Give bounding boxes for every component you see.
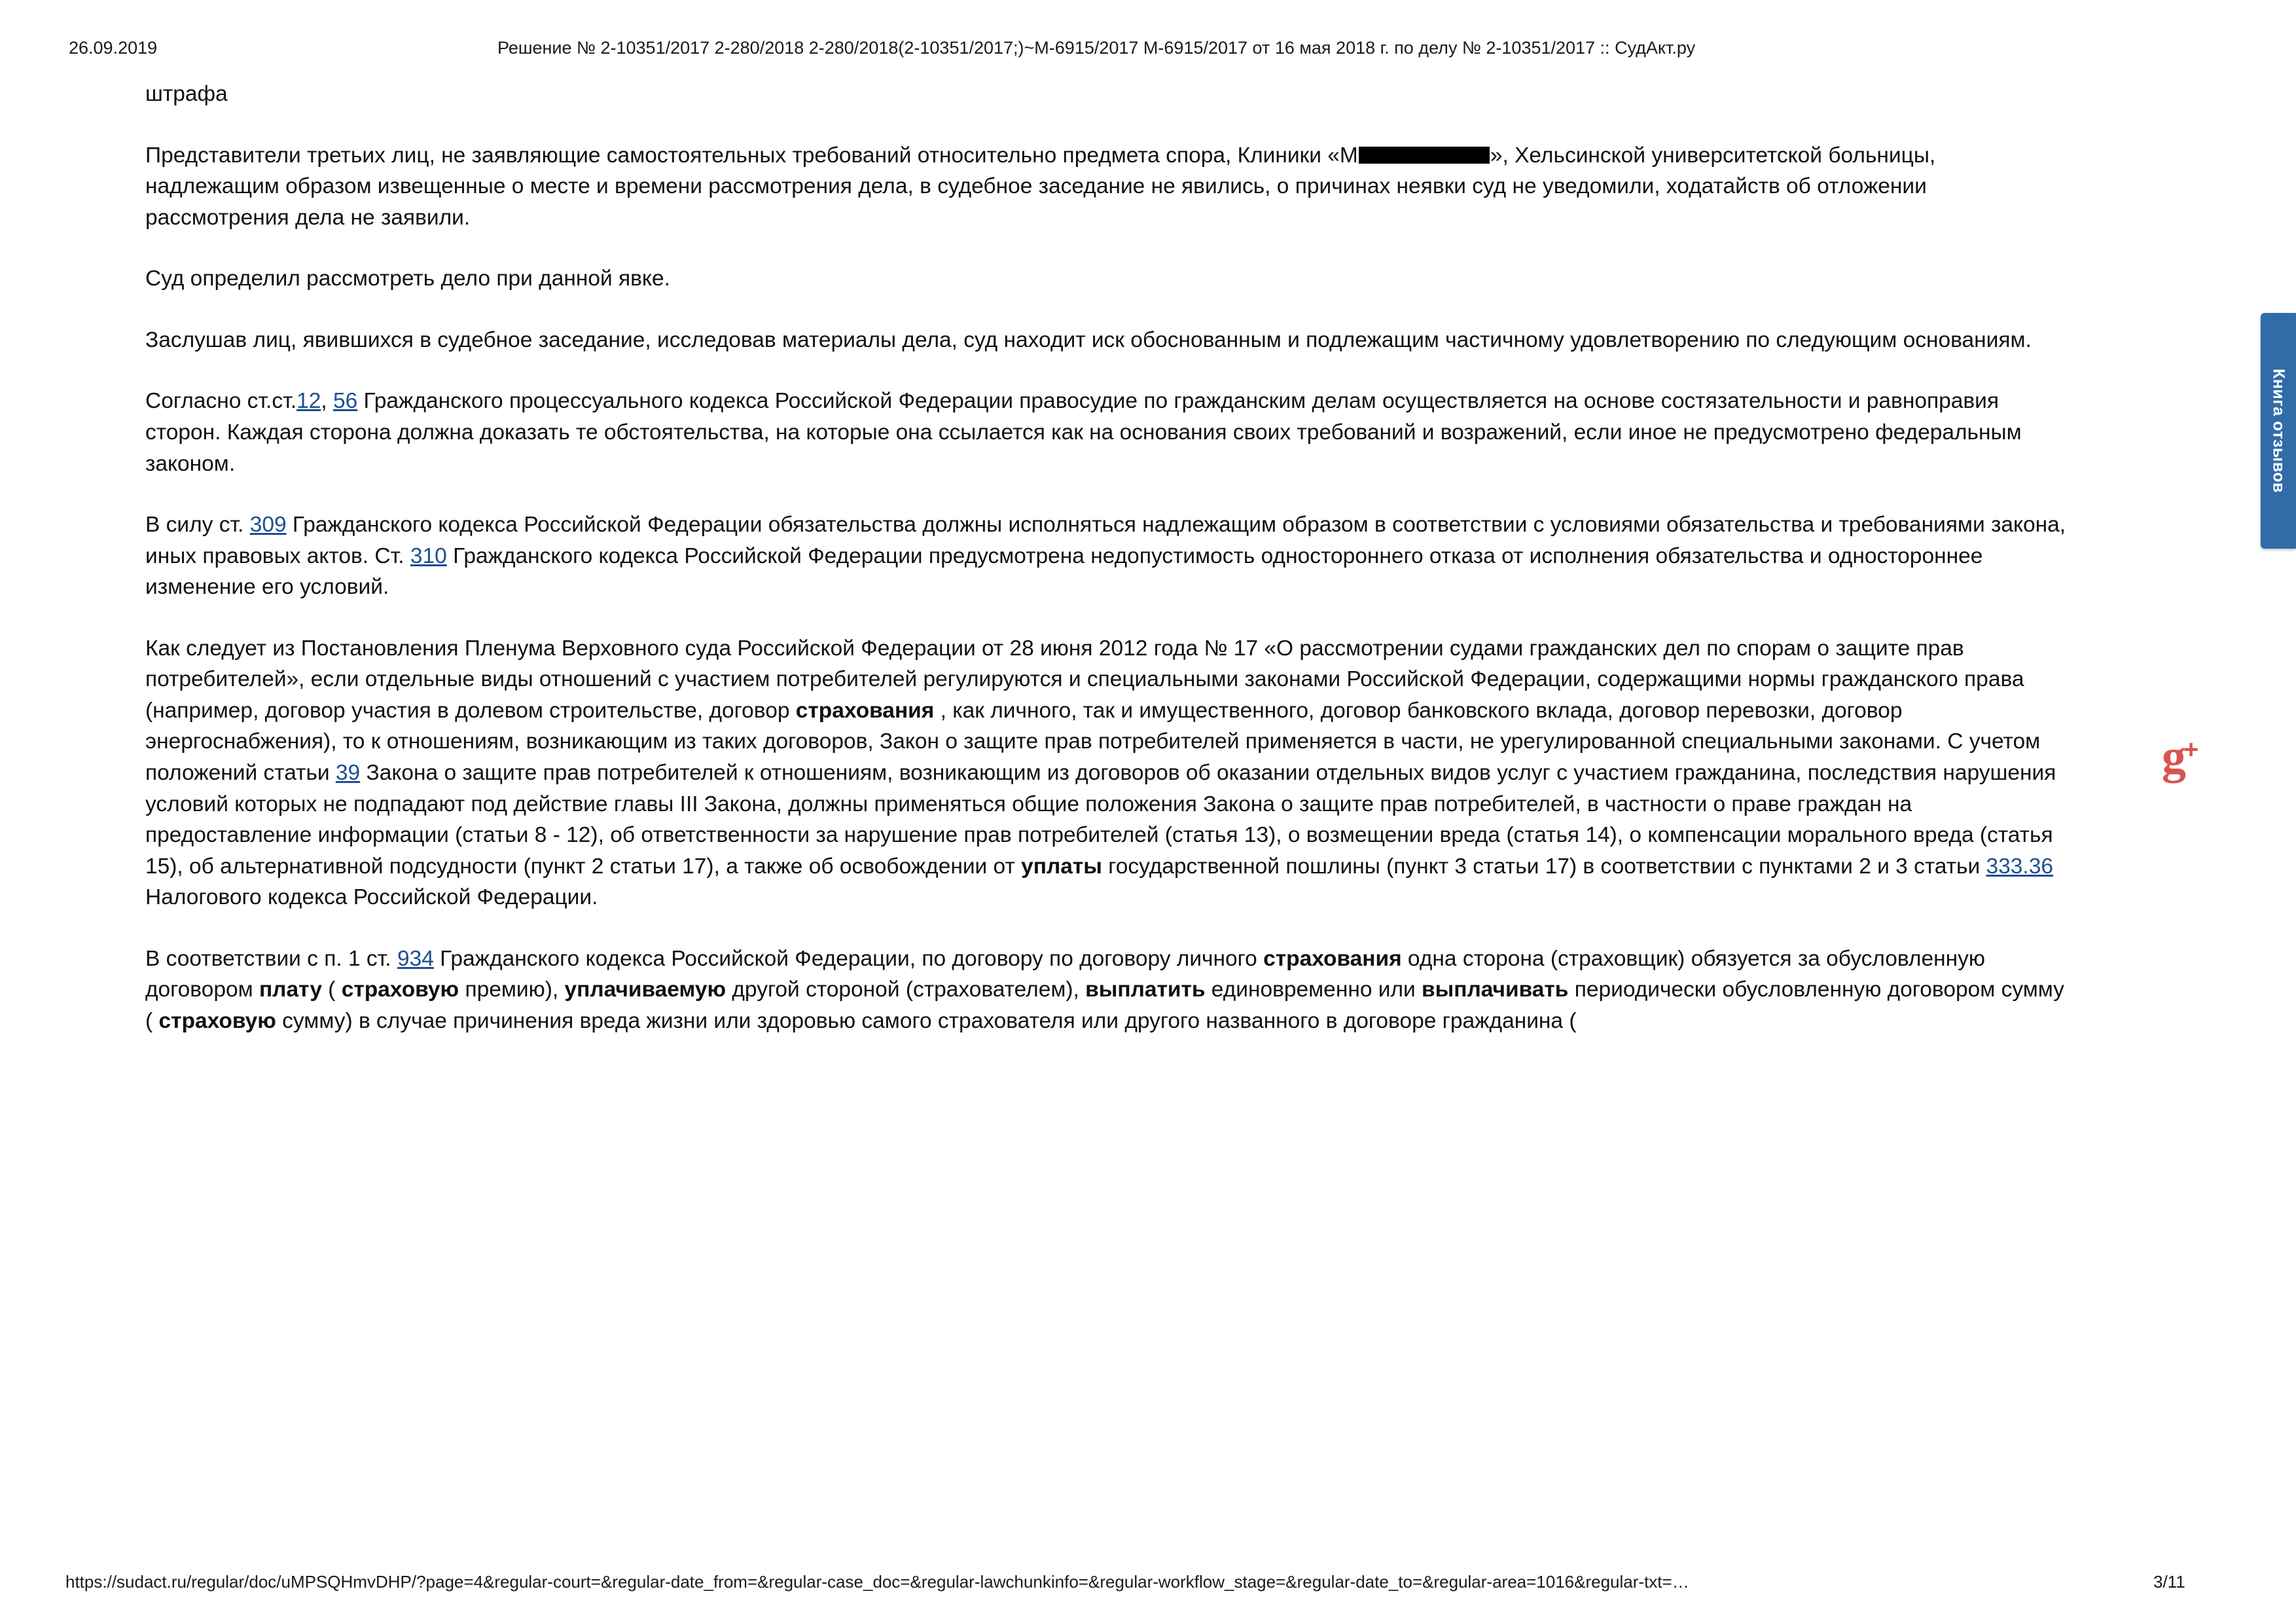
paragraph-third-parties-text-a: Представители третьих лиц, не заявляющие самостоятельных требований относительно предмета спора, Клиники «М [145,143,1358,168]
document-body [145,79,2070,1067]
law-link-article-333-36[interactable]: 333.36 [1986,854,2053,879]
highlight-term-strahovaniya: страхования [795,698,935,723]
highlight-term-platu: плату [259,977,322,1002]
paragraph-gk-934 [145,943,2070,1037]
paragraph-gk934-text-h: периодически обусловленную договором сумму ( [145,977,2064,1033]
paragraph-gk-text-a: В силу ст. [145,513,250,538]
paragraph-gk-text-b: Гражданского кодекса Российской Федерации обязательства должны исполняться надлежащим образом в соответствии с условиями обязательства и требованиями закона, иных правовых актов. Ст. [145,513,2066,568]
paragraph-gk934-text-f: другой стороной (страхователем), [726,977,1086,1002]
law-link-article-310[interactable]: 310 [410,543,447,568]
feedback-book-tab-label: Книга отзывов [2269,369,2288,493]
paragraph-continuation-text: штрафа [145,82,228,106]
google-plus-letter: g [2161,730,2186,784]
redaction-bar [1359,147,1490,164]
paragraph-gpk-text-a: Согласно ст.ст. [145,389,297,414]
law-link-article-934[interactable]: 934 [397,946,434,971]
paragraph-plenum-text-e: Налогового кодекса Российской Федерации. [145,885,598,910]
print-header [0,38,2296,64]
highlight-term-uplachivaemuyu: уплачиваемую [564,977,726,1002]
paragraph-court-decision-text: Суд определил рассмотреть дело при данной явке. [145,266,670,291]
paragraph-gpk-text-c: Гражданского процессуального кодекса Российской Федерации правосудие по гражданским делам осуществляется на основе состязательности и равноправия сторон. Каждая сторона должна доказать те обстоятельства, на которые она ссылается как на основания своих требований и возражений, если иное не предусмотрено федеральным законом. [145,389,2022,476]
google-plus-sign: + [2183,735,2199,764]
highlight-term-strahovaniya-2: страхования [1263,946,1402,971]
paragraph-court-decision [145,263,2070,295]
paragraph-plenum-text-d: государственной пошлины (пункт 3 статьи 17) в соответствии с пунктами 2 и 3 статьи [1102,854,1986,879]
paragraph-plenum-17 [145,633,2070,913]
highlight-term-vyplachivat: выплачивать [1422,977,1569,1002]
law-link-article-309[interactable]: 309 [249,513,287,538]
google-plus-share-icon[interactable] [2150,727,2210,787]
paragraph-gpk-text-b: , [321,389,333,414]
paragraph-gk934-text-d: ( [321,977,342,1002]
print-header-title: Решение № 2-10351/2017 2-280/2018 2-280/2018(2-10351/2017;)~М-6915/2017 М-6915/2017 от 16 мая 2018 г. по делу № 2-10351/2017 :: СудАкт.ру [497,38,1696,58]
paragraph-gk-text-c: Гражданского кодекса Российской Федерации предусмотрена недопустимость одностороннего отказа от исполнения обязательства и одностороннее изменение его условий. [145,543,1983,600]
print-footer-url: https://sudact.ru/regular/doc/uMPSQHmvDHP/?page=4&regular-court=&regular-date_from=&regular-case_doc=&regular-lawchunkinfo=&regular-workflow_stage=&regular-date_to=&regular-area=1016&regular-txt=… [65,1572,1689,1592]
paragraph-claim-grounds-text: Заслушав лиц, явившихся в судебное заседание, исследовав материалы дела, суд находит иск обоснованным и подлежащим частичному удовлетворению по следующим основаниям. [145,327,2032,352]
paragraph-gk934-text-e: премию), [459,977,565,1002]
paragraph-plenum-text-c: Закона о защите прав потребителей к отношениям, возникающим из договоров об оказании отдельных видов услуг с участием гражданина, последствия нарушения условий которых не подпадают под действие главы III Закона, должны применяться общие положения Закона о защите прав потребителей, в частности о праве граждан на предоставление информации (статьи 8 - 12), об ответственности за нарушение прав потребителей (статья 13), о возмещении вреда (статья 14), о компенсации морального вреда (статья 15), об альтернативной подсудности (пункт 2 статьи 17), а также об освобождении от [145,761,2056,879]
paragraph-gk-309-310 [145,509,2070,603]
paragraph-gk934-text-g: единовременно или [1205,977,1422,1002]
law-link-article-39[interactable]: 39 [335,761,361,785]
print-footer [0,1572,2296,1598]
law-link-article-12[interactable]: 12 [296,389,321,414]
print-footer-page-number: 3/11 [2153,1572,2185,1592]
print-header-date: 26.09.2019 [69,38,158,58]
paragraph-claim-grounds [145,325,2070,356]
paragraph-gk934-text-a: В соответствии с п. 1 ст. [145,946,397,971]
paragraph-gk934-text-b: Гражданского кодекса Российской Федерации, по договору по договору личного [433,946,1264,971]
highlight-term-strahovuyu-2: страховую [158,1008,276,1033]
paragraph-continuation [145,79,2070,110]
highlight-term-strahovuyu-1: страховую [341,977,459,1002]
paragraph-third-parties [145,140,2070,234]
paragraph-plenum-text-b: , как личного, так и имущественного, договор банковского вклада, договор перевозки, договор энергоснабжения), то к отношениям, возникающим из таких договоров, Закон о защите прав потребителей применяется в части, не урегулированной специальными законами. С учетом положений статьи [145,698,2041,785]
highlight-term-vyplatit: выплатить [1085,977,1206,1002]
paragraph-plenum-text-a: Как следует из Постановления Пленума Верховного суда Российской Федерации от 28 июня 2012 года № 17 «О рассмотрении судами гражданских дел по спорам о защите прав потребителей», если отдельные виды отношений с участием потребителей регулируются и специальными законами Российской Федерации, содержащими нормы гражданского права (например, договор участия в долевом строительстве, договор [145,636,2024,723]
paragraph-gk934-text-c: одна сторона (страховщик) обязуется за обусловленную договором [145,946,1985,1002]
law-link-article-56[interactable]: 56 [332,389,358,414]
paragraph-third-parties-text-b: », Хельсинской университетской больницы, надлежащим образом извещенные о месте и времени рассмотрения дела, в судебное заседание не явились, о причинах неявки суд не уведомили, ходатайств об отложении рассмотрения дела не заявили. [145,143,1936,230]
paragraph-gk934-text-i: сумму) в случае причинения вреда жизни или здоровью самого страхователя или другого названного в договоре гражданина ( [276,1008,1577,1033]
paragraph-gpk-articles [145,386,2070,479]
highlight-term-uplaty: уплаты [1021,854,1102,879]
feedback-book-tab[interactable] [2261,313,2296,549]
